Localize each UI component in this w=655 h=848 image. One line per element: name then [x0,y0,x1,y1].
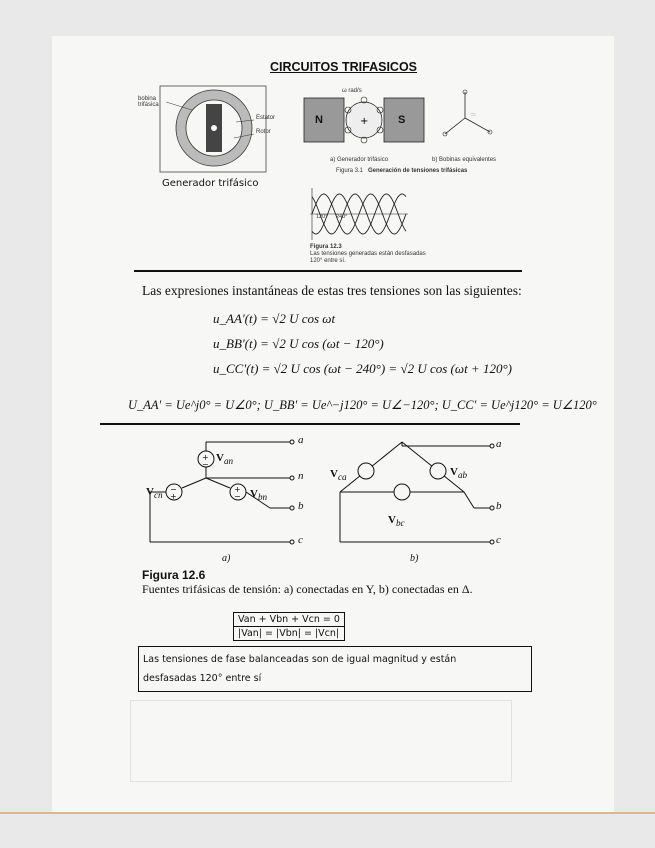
equation-ucc: u_CC'(t) = √2 U cos (ωt − 240°) = √2 U cos (ωt + 120°) [213,361,512,376]
magnet-n [304,98,344,142]
equation-ubb: u_BB'(t) = √2 U cos (ωt − 120°) [213,336,384,351]
magnet-n-label: N [315,114,323,126]
terminal-n: n [298,470,304,482]
equation-uaa: u_AA'(t) = √2 U cos ωt [213,311,336,326]
fig123-label: Figura 12.3 [310,244,342,250]
tick-240: 240° [336,214,348,220]
tick-120: 120° [316,214,328,220]
label-vbn: $V_{bn}$ [250,488,268,503]
polarity-bn: + − [234,485,241,501]
separator-bottom [100,423,520,425]
omega-label: ω rad/s [342,88,362,94]
ghost-text: ≈ [470,110,477,119]
polarity-an: + − [202,453,209,469]
terminal-a: a [298,434,304,446]
label-bobina: bobina trifásica [138,96,159,108]
terminal-delta-a: a [496,438,502,450]
balanced-phase-note [138,646,532,692]
svg-text:+: + [360,116,369,127]
delta-circuit [340,442,494,544]
fig31-sub-a: a) Generador trifásico [330,157,389,163]
boxed-equations [233,612,345,641]
note-line-2: desfasadas 120° entre sí [143,673,262,684]
subfigure-a-label: a) [222,553,231,564]
note-line-1: Las tensiones de fase balanceadas son de igual magnitud y están [143,654,457,665]
intro-text: Las expresiones instantáneas de estas tres tensiones son las siguientes: [142,283,522,298]
figure-12-6-circuits [140,432,520,554]
fig31-sub-b: b) Bobinas equivalentes [432,157,497,163]
fig31-caption: Generación de tensiones trifásicas [368,168,468,174]
magnet-s-label: S [398,114,406,126]
label-vab: $V_{ab}$ [450,466,468,481]
page-edge [0,812,655,814]
terminal-delta-b: b [496,500,502,512]
figure-12-6-caption: Fuentes trifásicas de tensión: a) conectadas en Y, b) conectadas en Δ. [142,582,473,596]
label-vcn: $V_{cn}$ [146,486,163,501]
figure-12-6-label: Figura 12.6 [142,568,206,582]
fig123-line2: 120° entre sí. [310,258,346,264]
terminal-b: b [298,500,304,512]
label-vca: $V_{ca}$ [330,468,347,483]
fig123-line1: Las tensiones generadas están desfasadas [310,251,426,257]
coil-c [445,118,465,134]
generator-caption: Generador trifásico [162,178,259,189]
label-vbc: $V_{bc}$ [388,514,405,529]
subfigure-b-label: b) [410,553,419,564]
fig31-caption-prefix: Figura 3.1 [336,168,364,174]
separator-top [134,270,522,272]
equation-equal-magnitude: |Van| = |Vbn| = |Vcn| [233,627,345,641]
phasor-equations: U_AA' = Ue^j0° = U∠0°; U_BB' = Ue^−j120° = U∠−120°; U_CC' = Ue^j120° = U∠120° [128,398,597,412]
ghost-table [130,700,512,782]
terminal-c: c [298,534,303,546]
label-rotor: Rotor [256,129,271,135]
polarity-cn: − + [170,485,177,501]
label-van: $V_{an}$ [216,452,234,467]
rotor-axis [211,125,217,131]
equation-sum-zero: Van + Vbn + Vcn = 0 [233,612,345,627]
label-estator: Estator [256,115,276,121]
coil-b [465,118,490,132]
terminal-delta-c: c [496,534,501,546]
page-title: CIRCUITOS TRIFASICOS [270,60,418,74]
